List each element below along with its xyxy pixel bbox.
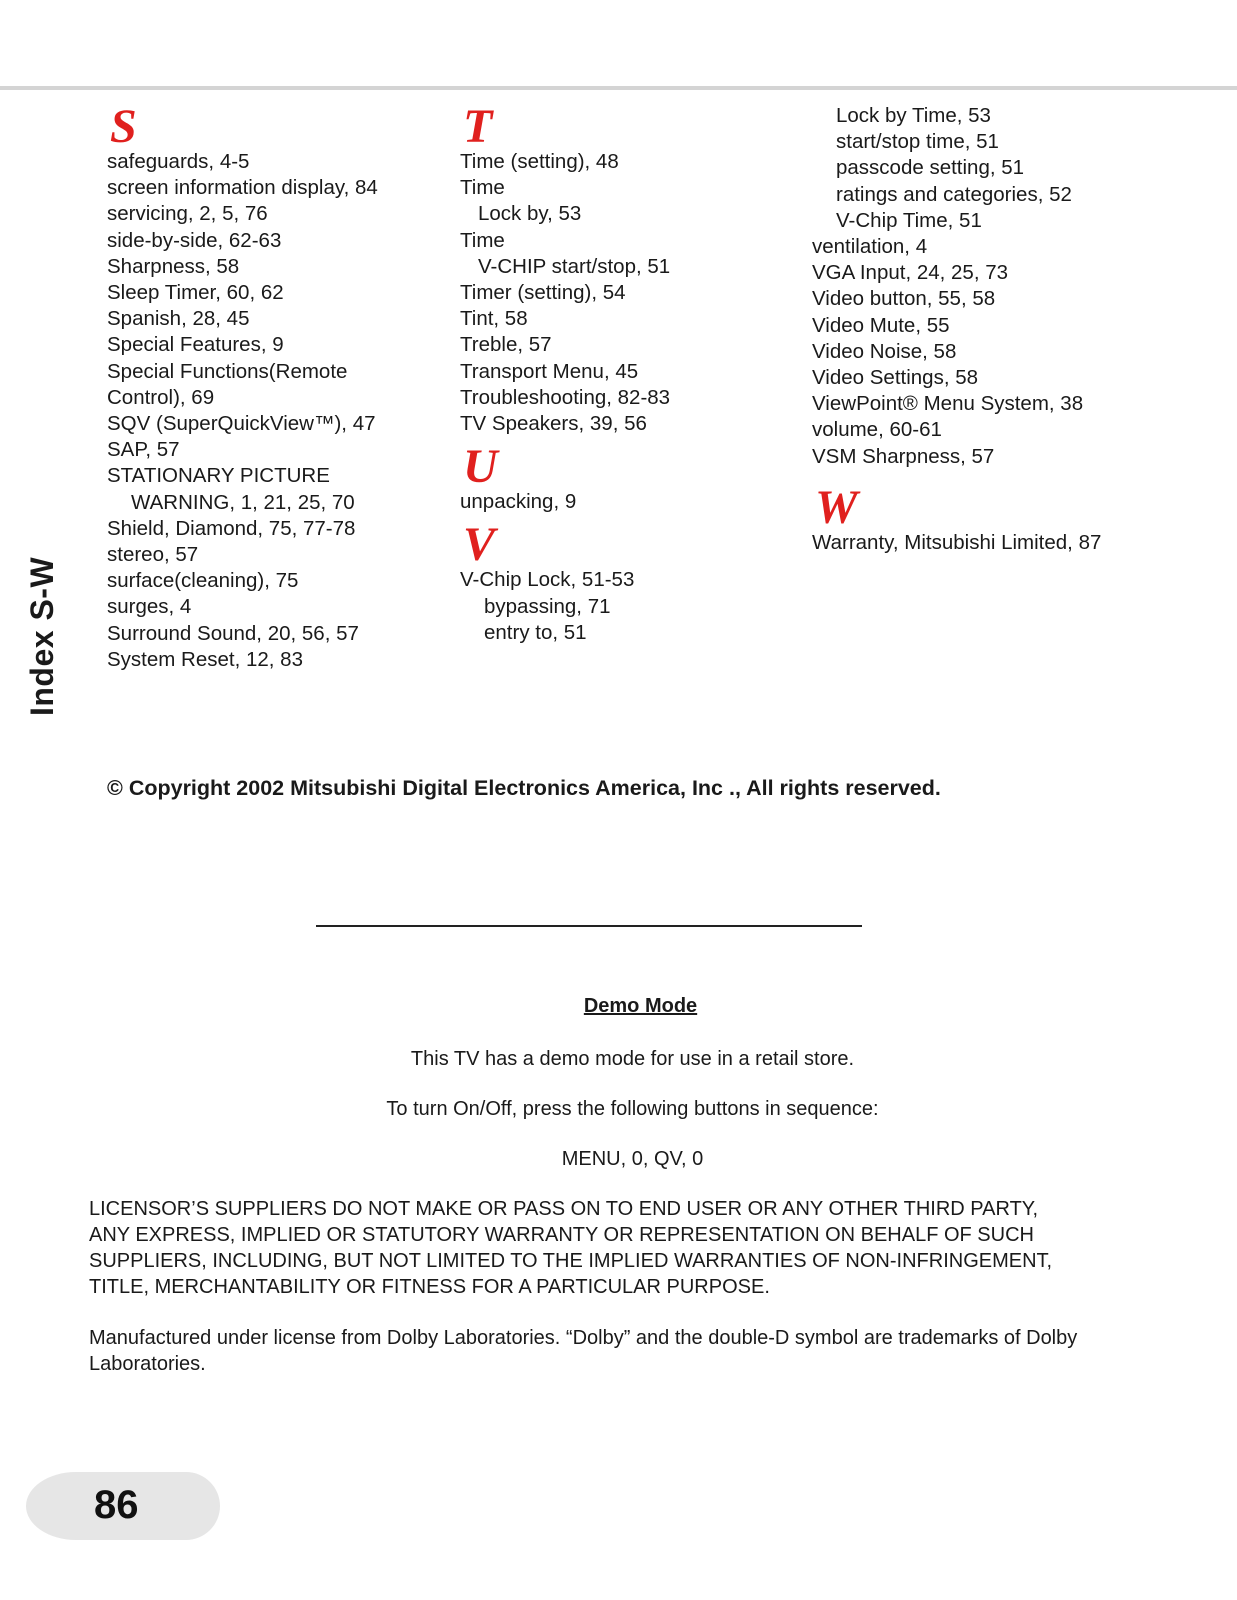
index-entry: ventilation, 4	[812, 235, 928, 259]
copyright-notice: © Copyright 2002 Mitsubishi Digital Electronics America, Inc ., All rights reserved.	[107, 776, 941, 800]
demo-mode-text: This TV has a demo mode for use in a retail store.	[410, 1048, 855, 1070]
index-entry: Time	[460, 176, 505, 200]
section-divider	[316, 925, 862, 927]
index-entry: Shield, Diamond, 75, 77-78	[107, 516, 356, 540]
index-entry: screen information display, 84	[107, 176, 378, 200]
section-side-label: Index S-W	[24, 556, 60, 716]
index-column-1	[107, 100, 437, 673]
index-entry: Video button, 55, 58	[812, 287, 996, 311]
index-entry: Warranty, Mitsubishi Limited, 87	[812, 530, 1102, 554]
index-entry: Tint, 58	[460, 307, 528, 331]
index-entry: Special Features, 9	[107, 333, 284, 357]
index-letter-t: T	[463, 100, 493, 153]
index-entry: safeguards, 4-5	[107, 150, 250, 173]
license-line: LICENSOR’S SUPPLIERS DO NOT MAKE OR PASS ON TO END USER OR ANY OTHER THIRD PARTY,	[89, 1198, 1039, 1220]
index-subentry: WARNING, 1, 21, 25, 70	[131, 490, 355, 514]
demo-mode-heading: Demo Mode	[583, 995, 698, 1017]
index-entry: VGA Input, 24, 25, 73	[812, 261, 1009, 285]
index-entry: Special Functions(Remote	[107, 359, 348, 383]
index-entry: TV Speakers, 39, 56	[460, 412, 647, 436]
index-entry: SQV (SuperQuickView™), 47	[107, 412, 376, 436]
index-letter-s: S	[110, 100, 137, 153]
page-number: 86	[94, 1483, 139, 1527]
license-disclaimer	[89, 1196, 1189, 1300]
index-subentry: start/stop time, 51	[836, 130, 999, 154]
index-entry: Time	[460, 228, 505, 252]
index-entry: unpacking, 9	[460, 490, 577, 514]
index-entry: System Reset, 12, 83	[107, 647, 303, 671]
index-letter-u: U	[463, 440, 498, 494]
license-line: TITLE, MERCHANTABILITY OR FITNESS FOR A PARTICULAR PURPOSE.	[89, 1276, 770, 1298]
header-rule	[0, 86, 1237, 90]
index-entry: V-Chip Lock, 51-53	[460, 568, 635, 592]
spacer	[812, 470, 1212, 484]
demo-mode-sequence: MENU, 0, QV, 0	[561, 1148, 704, 1170]
index-entry: Control), 69	[107, 385, 215, 409]
demo-mode-text: To turn On/Off, press the following buttons in sequence:	[386, 1098, 879, 1120]
index-entry: side-by-side, 62-63	[107, 228, 282, 252]
index-subentry: bypassing, 71	[484, 594, 611, 618]
dolby-notice	[89, 1325, 1189, 1377]
index-column-3	[812, 103, 1212, 556]
index-entry: VSM Sharpness, 57	[812, 444, 995, 468]
index-entry: Time (setting), 48	[460, 150, 619, 173]
index-entry: Sharpness, 58	[107, 254, 240, 278]
index-entry: Video Mute, 55	[812, 313, 950, 337]
index-column-2	[460, 100, 790, 646]
index-entry: surface(cleaning), 75	[107, 569, 299, 593]
index-letter-w: W	[815, 480, 858, 534]
index-subentry: Lock by Time, 53	[836, 104, 991, 127]
index-entry: Transport Menu, 45	[460, 359, 639, 383]
index-entry: stereo, 57	[107, 543, 199, 567]
index-subentry: passcode setting, 51	[836, 156, 1025, 180]
index-entry: Spanish, 28, 45	[107, 307, 250, 331]
index-entry: servicing, 2, 5, 76	[107, 202, 268, 226]
index-entry: ViewPoint® Menu System, 38	[812, 392, 1084, 416]
dolby-line: Laboratories.	[89, 1353, 206, 1375]
index-entry: STATIONARY PICTURE	[107, 464, 330, 488]
index-letter-v: V	[463, 518, 496, 572]
license-line: SUPPLIERS, INCLUDING, BUT NOT LIMITED TO THE IMPLIED WARRANTIES OF NON-INFRINGEMENT,	[89, 1250, 1053, 1272]
dolby-line: Manufactured under license from Dolby Laboratories. “Dolby” and the double-D symbol are trademarks of Dolby	[89, 1327, 1078, 1349]
index-entry: Surround Sound, 20, 56, 57	[107, 621, 359, 645]
index-subentry: ratings and categories, 52	[836, 182, 1072, 206]
index-entry: volume, 60-61	[812, 418, 942, 442]
index-entry: Treble, 57	[460, 333, 552, 357]
index-entry: Video Settings, 58	[812, 366, 979, 390]
index-entry: SAP, 57	[107, 438, 180, 462]
index-subentry: V-Chip Time, 51	[836, 208, 982, 232]
index-subentry: entry to, 51	[484, 620, 587, 644]
index-entry: Troubleshooting, 82-83	[460, 385, 671, 409]
index-entry: Video Noise, 58	[812, 339, 957, 363]
index-subentry: V-CHIP start/stop, 51	[478, 254, 671, 278]
license-line: ANY EXPRESS, IMPLIED OR STATUTORY WARRANTY OR REPRESENTATION ON BEHALF OF SUCH	[89, 1224, 1034, 1246]
index-entry: Sleep Timer, 60, 62	[107, 281, 284, 305]
index-entry: Timer (setting), 54	[460, 281, 626, 305]
index-subentry: Lock by, 53	[478, 202, 582, 226]
index-entry: surges, 4	[107, 595, 192, 619]
